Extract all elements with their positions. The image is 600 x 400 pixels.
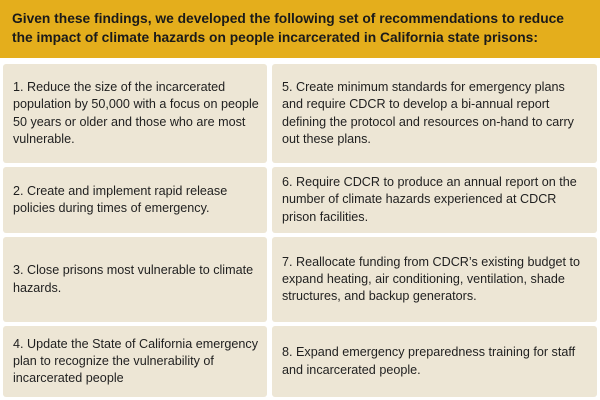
intro-text: Given these findings, we developed the following set of recommendations to reduce the impact of climate hazards on people incarcerated in California state prisons: bbox=[12, 11, 564, 45]
recommendation-card-3 bbox=[3, 237, 267, 322]
recommendation-text: 4. Update the State of California emergency plan to recognize the vulnerability of incarcerated people bbox=[13, 336, 259, 386]
recommendation-text: 8. Expand emergency preparedness training for staff and incarcerated people. bbox=[282, 345, 576, 377]
intro-banner bbox=[0, 0, 600, 58]
recommendation-card-1 bbox=[3, 64, 267, 163]
recommendation-text: 3. Close prisons most vulnerable to climate hazards. bbox=[13, 263, 254, 295]
recommendation-card-8 bbox=[272, 326, 597, 397]
recommendation-text: 7. Reallocate funding from CDCR’s existing budget to expand heating, air conditioning, ventilation, shade structures, and backup generators. bbox=[282, 254, 580, 304]
recommendation-card-7 bbox=[272, 237, 597, 322]
recommendation-text: 1. Reduce the size of the incarcerated population by 50,000 with a focus on people 50 years or older and those who are most vulnerable. bbox=[13, 80, 259, 146]
recommendation-text: 6. Require CDCR to produce an annual report on the number of climate hazards experienced at CDCR prison facilities. bbox=[282, 175, 577, 224]
recommendation-card-6 bbox=[272, 167, 597, 233]
recommendation-card-4 bbox=[3, 326, 267, 397]
recommendation-card-5 bbox=[272, 64, 597, 163]
recommendation-card-2 bbox=[3, 167, 267, 233]
recommendation-text: 5. Create minimum standards for emergency plans and require CDCR to develop a bi-annual report defining the protocol and resources on-hand to carry out these plans. bbox=[282, 80, 574, 146]
recommendation-text: 2. Create and implement rapid release policies during times of emergency. bbox=[13, 183, 228, 215]
